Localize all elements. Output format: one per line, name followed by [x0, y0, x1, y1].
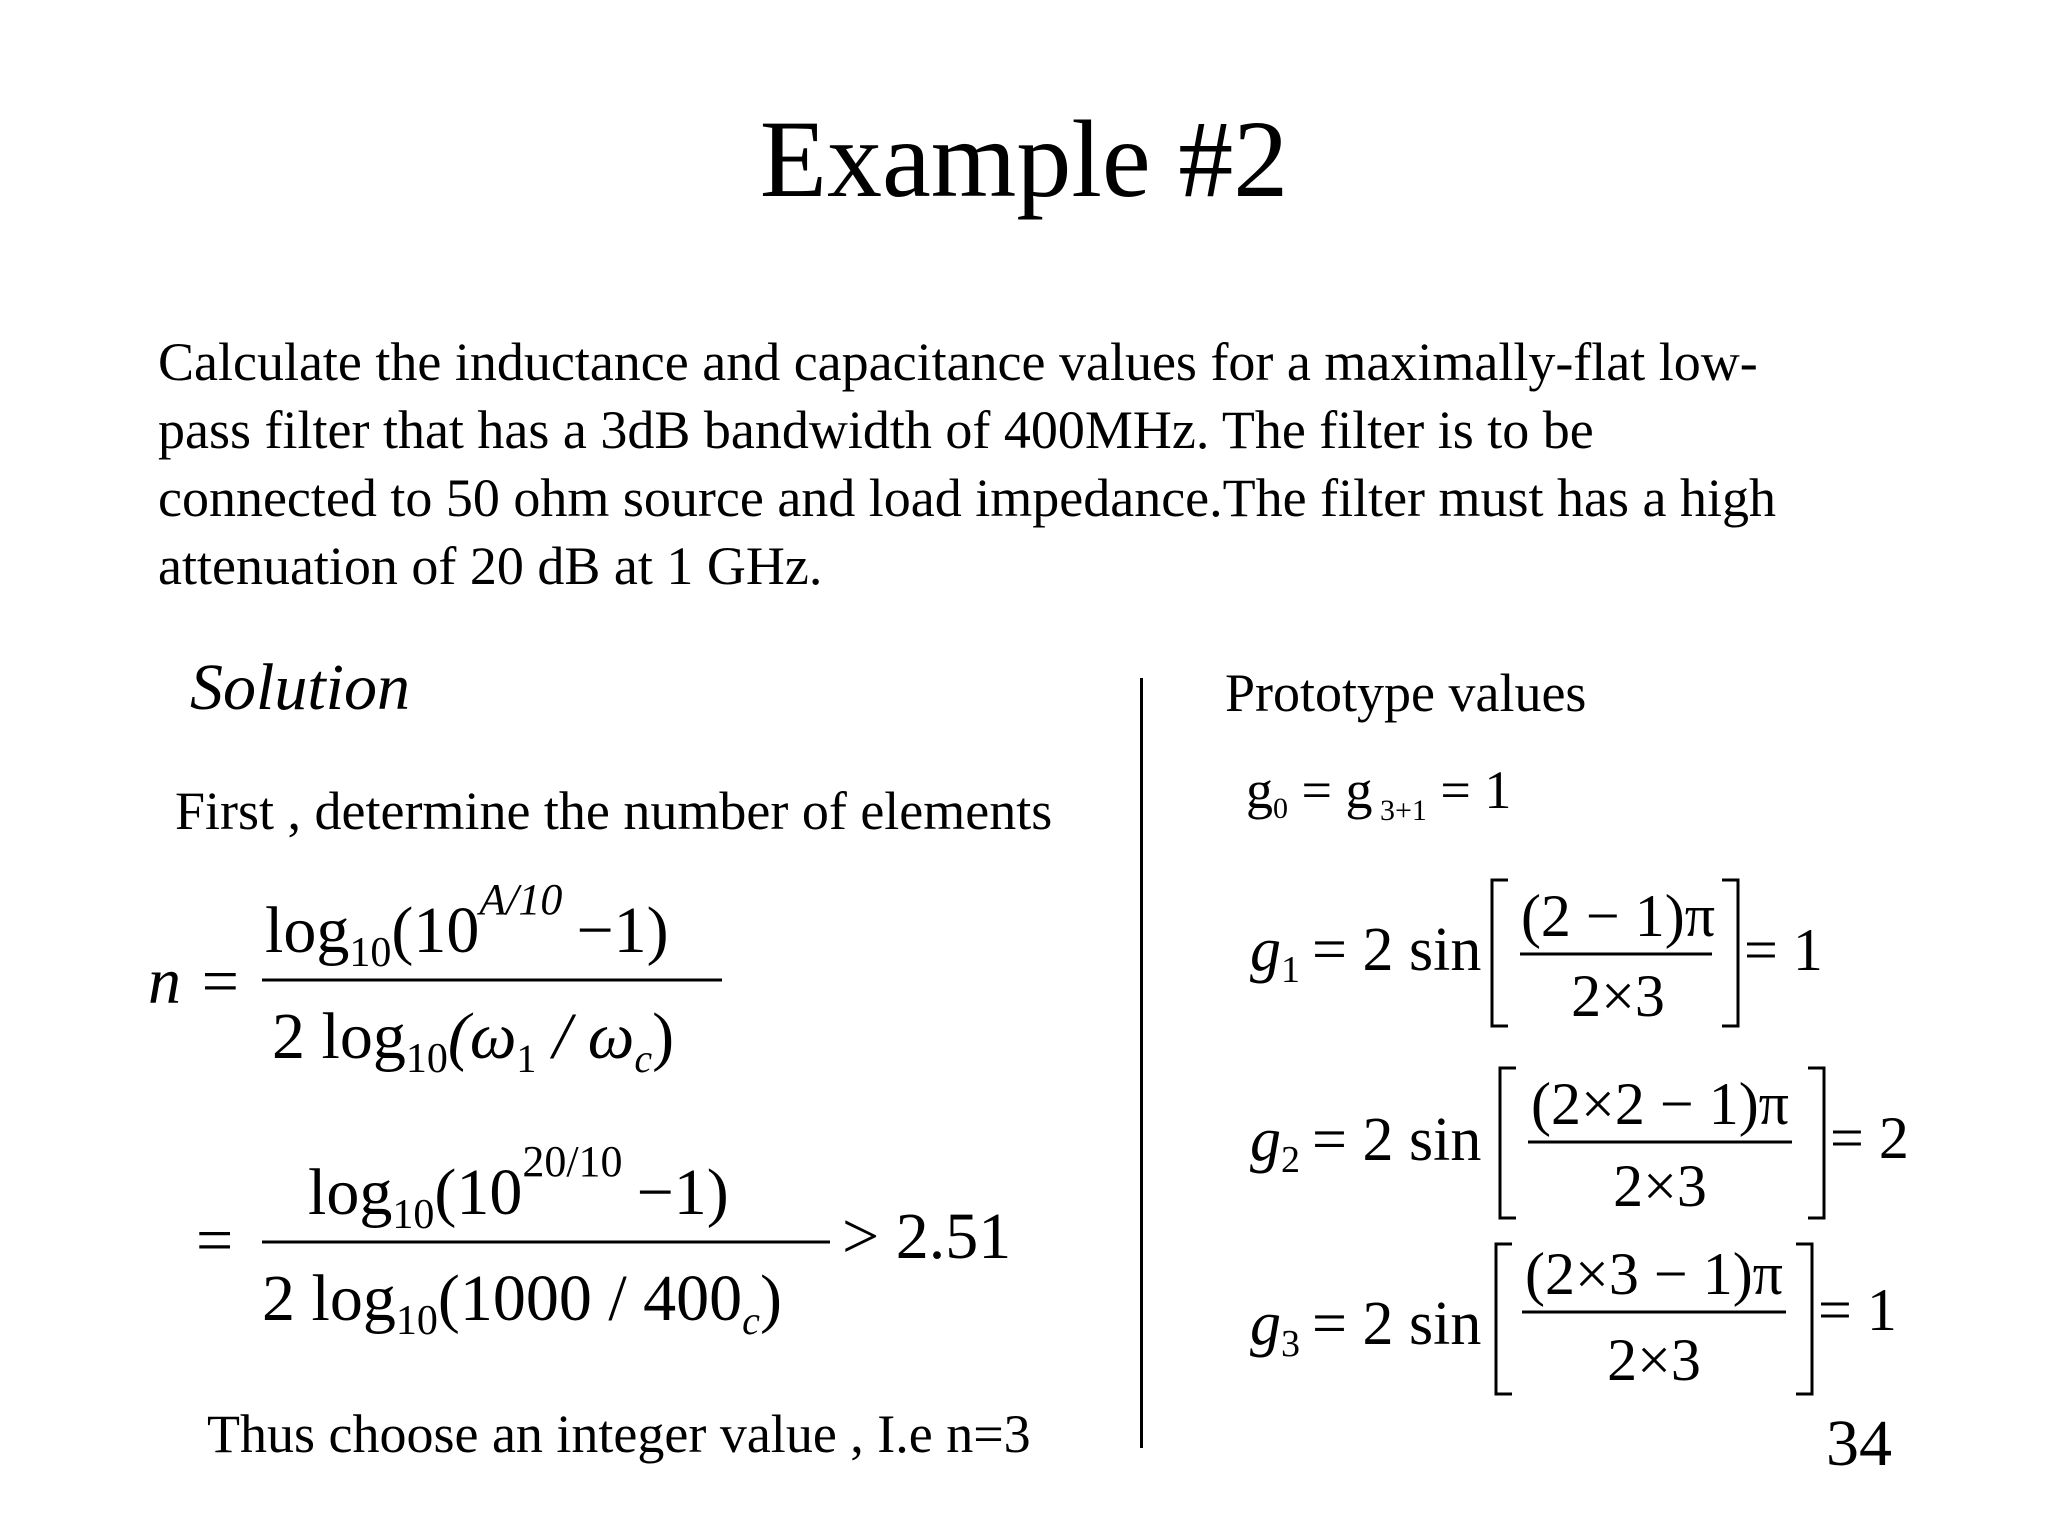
- n-den: 2 $\log_{10}(\omega_1 / \omega_c)$: [272, 1000, 675, 1082]
- g0-formula: [1246, 760, 1511, 827]
- n-general-formula: [148, 875, 722, 1082]
- g2-right-bracket: [1808, 1068, 1824, 1218]
- g1-formula: [1250, 880, 1823, 1029]
- g3-right-bracket: [1796, 1244, 1812, 1394]
- g2-result: = 2: [1830, 1105, 1909, 1171]
- n-numeric-num: $\log_{10}(10^{20/10} -1)$: [308, 1137, 729, 1238]
- n-numeric-lhs: =: [196, 1204, 234, 1277]
- g3-lhs: g3 = 2 sin: [1250, 1290, 1482, 1365]
- n-numeric-result: > 2.51: [842, 1200, 1012, 1273]
- page-number: 34: [1826, 1407, 1892, 1480]
- g3-result: = 1: [1818, 1277, 1897, 1343]
- n-numeric-den: 2 $\log_{10}(1000 / 400_c)$: [262, 1262, 782, 1344]
- problem-line: pass filter that has a 3dB bandwidth of 400MHz. The filter is to be: [158, 400, 1594, 460]
- g3-denominator: 2×3: [1607, 1327, 1701, 1393]
- solution-heading: Solution: [190, 651, 411, 724]
- g3-left-bracket: [1496, 1244, 1512, 1394]
- problem-line: attenuation of 20 dB at 1 GHz.: [158, 536, 823, 596]
- g0-text: g0 = g $_{3+1}$ = 1: [1246, 760, 1512, 827]
- n-lhs: n =: [148, 945, 243, 1018]
- n-num: $\log_{10}(10^{A/10} -1)$: [265, 875, 669, 976]
- conclusion-text: Thus choose an integer value , I.e n=3: [207, 1404, 1031, 1464]
- g2-denominator: 2×3: [1613, 1153, 1707, 1219]
- first-step-text: First , determine the number of elements: [175, 781, 1053, 841]
- problem-line: Calculate the inductance and capacitance values for a maximally-flat low-: [158, 332, 1758, 392]
- g1-denominator: 2×3: [1571, 963, 1665, 1029]
- g1-numerator: (2 − 1)π: [1520, 883, 1716, 949]
- g1-lhs: g1 = 2 sin: [1250, 916, 1482, 991]
- g2-lhs: g2 = 2 sin: [1250, 1106, 1482, 1181]
- g2-numerator: (2×2 − 1)π: [1531, 1071, 1789, 1137]
- g1-left-bracket: [1492, 880, 1508, 1026]
- prototype-heading: Prototype values: [1225, 663, 1587, 723]
- g3-numerator: (2×3 − 1)π: [1525, 1241, 1783, 1307]
- g2-left-bracket: [1500, 1068, 1516, 1218]
- n-numeric-formula: [196, 1137, 1011, 1344]
- g1-right-bracket: [1722, 880, 1738, 1026]
- g3-formula: [1250, 1241, 1897, 1394]
- g1-result: = 1: [1744, 917, 1823, 983]
- slide-title: Example #2: [759, 98, 1289, 220]
- g2-formula: [1250, 1068, 1909, 1219]
- problem-line: connected to 50 ohm source and load impedance.The filter must has a high: [158, 468, 1776, 528]
